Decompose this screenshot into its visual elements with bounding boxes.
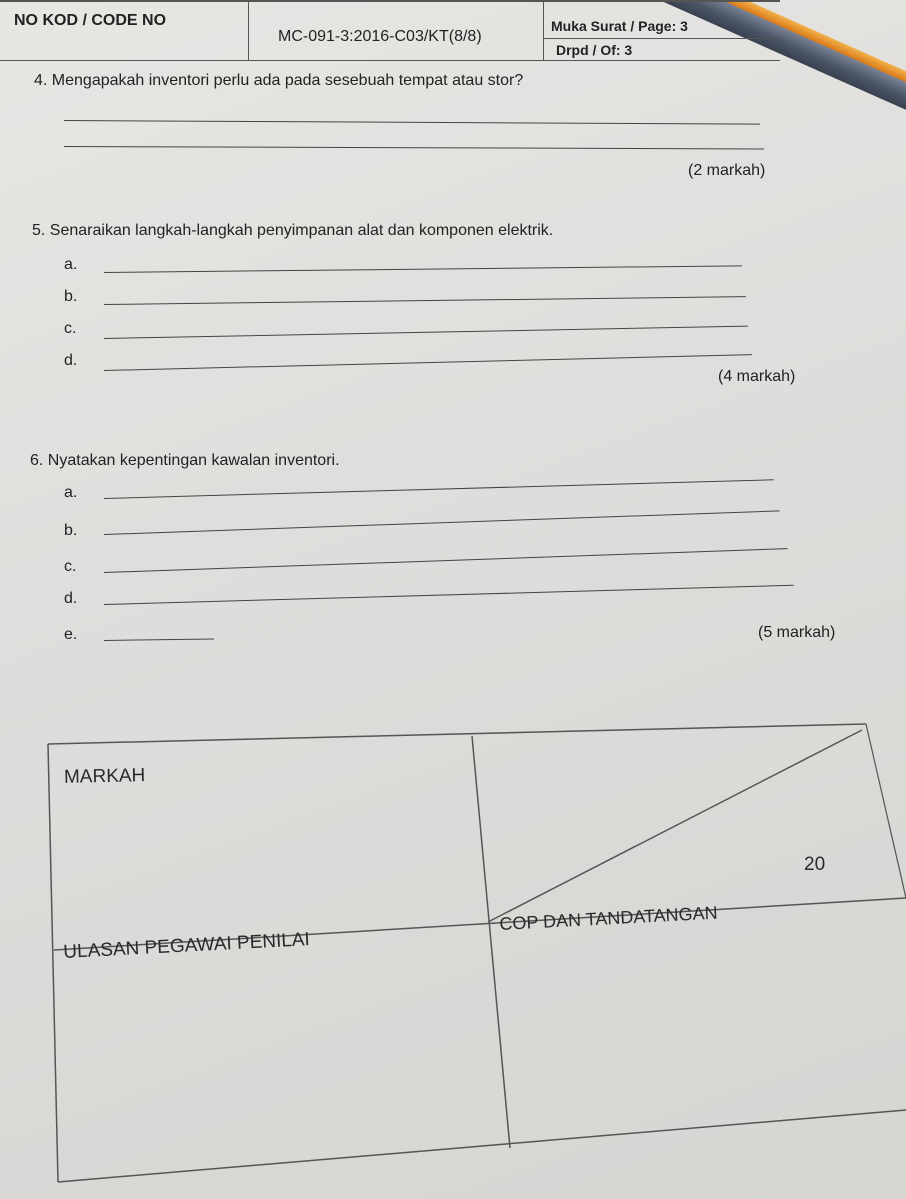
- item-label: d.: [64, 352, 78, 369]
- item-label: b.: [64, 288, 78, 305]
- question-5-text: 5. Senaraikan langkah-langkah penyimpanan alat dan komponen elektrik.: [32, 222, 554, 239]
- item-label: e.: [64, 626, 78, 643]
- reviewer-label: ULASAN PEGAWAI PENILAI: [62, 929, 311, 964]
- item-label: a.: [64, 484, 78, 501]
- question-6-text: 6. Nyatakan kepentingan kawalan inventori.: [30, 452, 340, 469]
- page-label: Muka Surat / Page: 3: [551, 18, 688, 34]
- item-label: a.: [64, 256, 78, 273]
- item-label: d.: [64, 590, 78, 607]
- item-label: c.: [64, 558, 77, 575]
- stamp-signature-label: COP DAN TANDATANGAN: [498, 902, 719, 935]
- code-label: NO KOD / CODE NO: [14, 12, 167, 29]
- page-of-label: Drpd / Of: 3: [556, 42, 633, 58]
- item-label: b.: [64, 522, 78, 539]
- markah-label: MARKAH: [63, 765, 146, 788]
- question-4-marks: (2 markah): [688, 162, 766, 179]
- question-5-marks: (4 markah): [718, 368, 796, 385]
- question-4-text: 4. Mengapakah inventori perlu ada pada sesebuah tempat atau stor?: [34, 72, 524, 89]
- item-label: c.: [64, 320, 77, 337]
- code-value: MC-091-3:2016-C03/KT(8/8): [278, 28, 482, 45]
- question-6-marks: (5 markah): [758, 624, 836, 641]
- total-marks: 20: [804, 854, 826, 875]
